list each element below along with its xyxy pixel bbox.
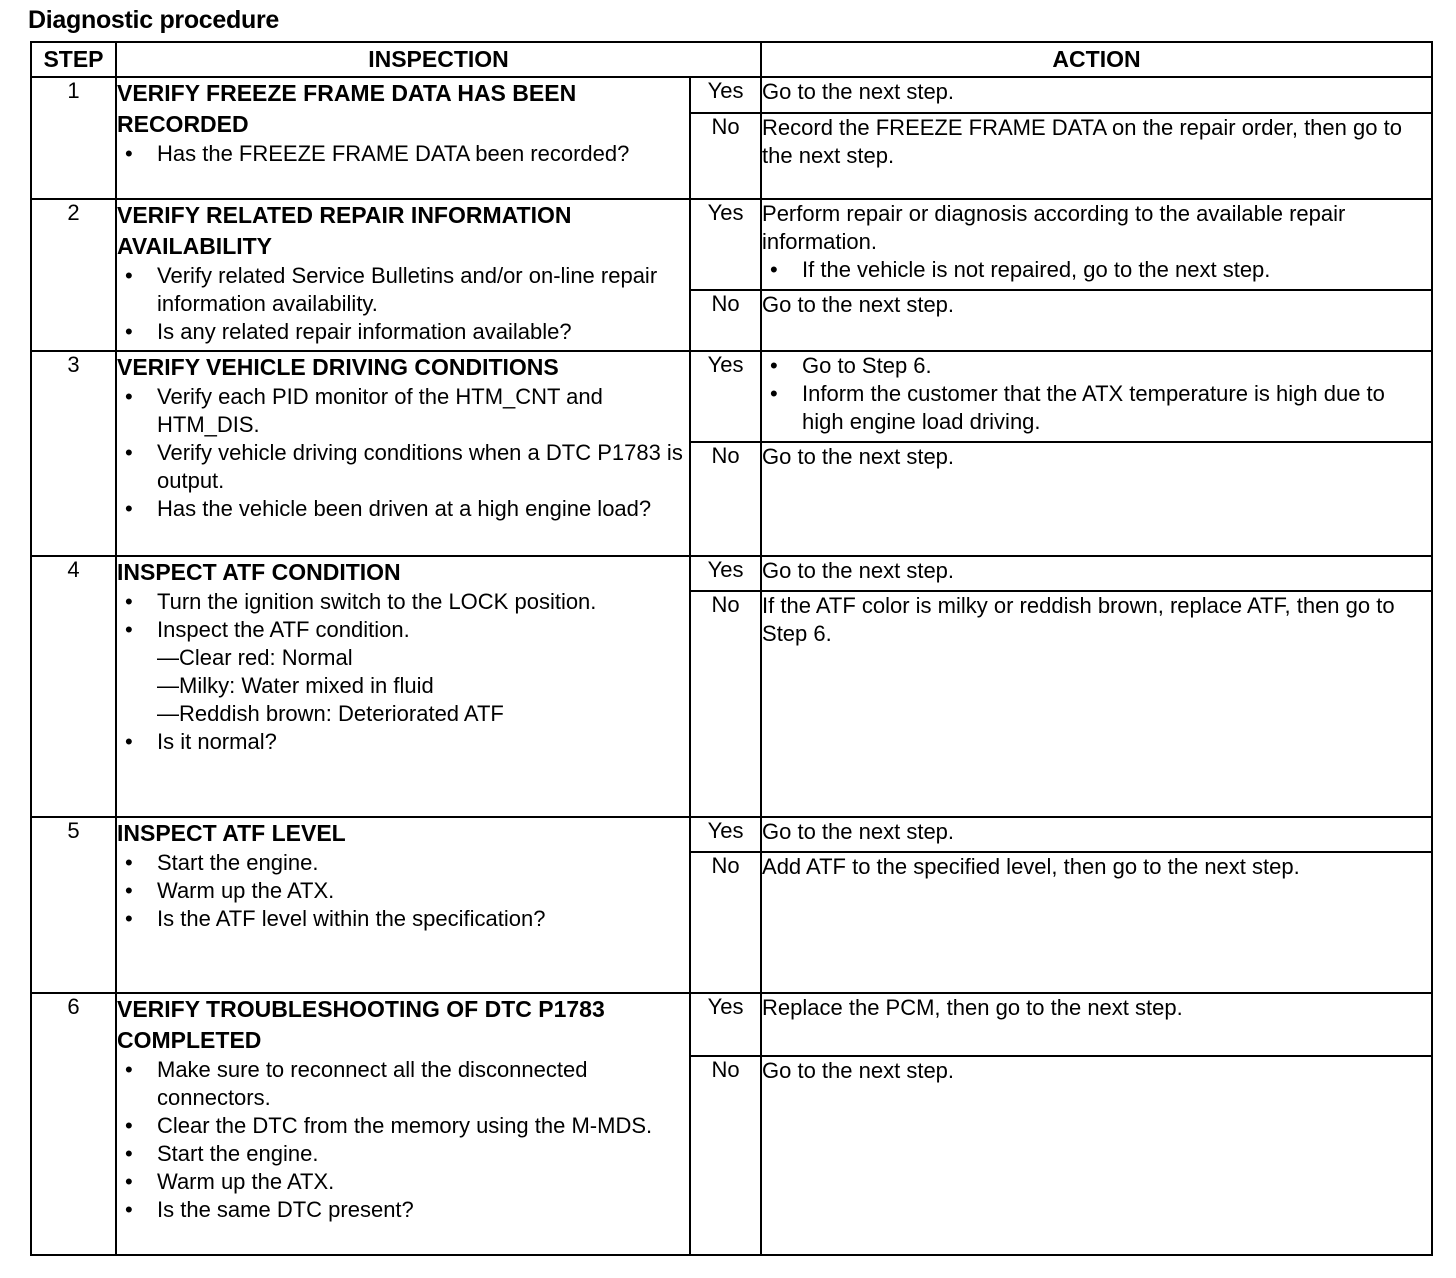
yes-action: Replace the PCM, then go to the next step. — [761, 993, 1432, 1056]
no-action: If the ATF color is milky or reddish brown, replace ATF, then go to Step 6. — [761, 591, 1432, 817]
yes-action-cell — [761, 351, 1432, 442]
inspection-bullet: • Make sure to reconnect all the disconnected connectors. — [117, 1056, 689, 1112]
no-action: Go to the next step. — [761, 1056, 1432, 1255]
no-label: No — [690, 442, 761, 556]
inspection-bullet: • Has the vehicle been driven at a high engine load? — [117, 495, 689, 523]
yes-action-bullet: • Inform the customer that the ATX temperature is high due to high engine load driving. — [762, 380, 1431, 436]
yes-label: Yes — [690, 993, 761, 1056]
no-label: No — [690, 290, 761, 351]
step-row-yes — [31, 817, 1432, 852]
inspection-bullet: • Has the FREEZE FRAME DATA been recorded? — [117, 140, 689, 168]
inspection-subitems — [157, 644, 689, 728]
yes-label: Yes — [690, 817, 761, 852]
step-row-yes — [31, 993, 1432, 1056]
inspection-heading: VERIFY RELATED REPAIR INFORMATION AVAILABILITY — [117, 202, 572, 259]
inspection-heading: VERIFY FREEZE FRAME DATA HAS BEEN RECORDED — [117, 80, 577, 137]
inspection-cell — [116, 351, 690, 556]
yes-label: Yes — [690, 199, 761, 290]
inspection-subitem: — Milky: Water mixed in fluid — [157, 672, 689, 700]
yes-label: Yes — [690, 556, 761, 591]
inspection-bullets — [117, 588, 689, 756]
inspection-heading: VERIFY VEHICLE DRIVING CONDITIONS — [117, 354, 559, 380]
no-label: No — [690, 113, 761, 199]
inspection-bullet: • Verify related Service Bulletins and/or on-line repair information availability. — [117, 262, 689, 318]
step-number: 2 — [31, 199, 116, 351]
no-action: Record the FREEZE FRAME DATA on the repair order, then go to the next step. — [761, 113, 1432, 199]
inspection-bullet: • Verify each PID monitor of the HTM_CNT and HTM_DIS. — [117, 383, 689, 439]
inspection-subitem: — Reddish brown: Deteriorated ATF — [157, 700, 689, 728]
inspection-bullet-text: Inspect the ATF condition. — [157, 617, 410, 642]
step-row-yes — [31, 351, 1432, 442]
inspection-bullet: • Is any related repair information available? — [117, 318, 689, 346]
inspection-bullet: • Warm up the ATX. — [117, 1168, 689, 1196]
yes-action-bullets — [762, 352, 1431, 436]
inspection-cell — [116, 817, 690, 993]
diagnostic-table — [30, 41, 1433, 1256]
inspection-bullet: • Start the engine. — [117, 849, 689, 877]
step-row-yes — [31, 556, 1432, 591]
inspection-bullets — [117, 1056, 689, 1224]
inspection-heading: INSPECT ATF CONDITION — [117, 559, 401, 585]
no-action: Add ATF to the specified level, then go to the next step. — [761, 852, 1432, 993]
yes-action-bullet: • If the vehicle is not repaired, go to the next step. — [762, 256, 1431, 284]
yes-action-bullet: • Go to Step 6. — [762, 352, 1431, 380]
inspection-bullet: • Verify vehicle driving conditions when a DTC P1783 is output. — [117, 439, 689, 495]
inspection-bullets — [117, 140, 689, 168]
no-label: No — [690, 591, 761, 817]
yes-action: Go to the next step. — [761, 77, 1432, 113]
inspection-bullet: • Clear the DTC from the memory using the M-MDS. — [117, 1112, 689, 1140]
step-number: 5 — [31, 817, 116, 993]
inspection-cell — [116, 199, 690, 351]
header-action: ACTION — [761, 42, 1432, 77]
inspection-heading: VERIFY TROUBLESHOOTING OF DTC P1783 COMPLETED — [117, 996, 605, 1053]
yes-action: Go to the next step. — [761, 556, 1432, 591]
inspection-cell — [116, 556, 690, 817]
yes-action-bullets — [762, 256, 1431, 284]
inspection-bullet: • Warm up the ATX. — [117, 877, 689, 905]
inspection-bullet: • Start the engine. — [117, 1140, 689, 1168]
step-number: 4 — [31, 556, 116, 817]
inspection-cell — [116, 993, 690, 1255]
no-action: Go to the next step. — [761, 290, 1432, 351]
inspection-bullet: • Is it normal? — [117, 728, 689, 756]
yes-action: Go to the next step. — [761, 817, 1432, 852]
inspection-cell — [116, 77, 690, 199]
header-inspection: INSPECTION — [116, 42, 761, 77]
inspection-bullets — [117, 262, 689, 346]
inspection-heading: INSPECT ATF LEVEL — [117, 820, 346, 846]
no-label: No — [690, 852, 761, 993]
yes-label: Yes — [690, 351, 761, 442]
step-row-yes — [31, 77, 1432, 113]
inspection-bullets — [117, 383, 689, 523]
yes-action: Perform repair or diagnosis according to the available repair information. — [762, 201, 1346, 254]
inspection-bullet: • Turn the ignition switch to the LOCK position. — [117, 588, 689, 616]
header-row — [31, 42, 1432, 77]
inspection-bullet: • Is the same DTC present? — [117, 1196, 689, 1224]
yes-action-cell — [761, 199, 1432, 290]
no-action: Go to the next step. — [761, 442, 1432, 556]
step-number: 1 — [31, 77, 116, 199]
step-row-yes — [31, 199, 1432, 290]
inspection-bullets — [117, 849, 689, 933]
header-step: STEP — [31, 42, 116, 77]
inspection-bullet — [117, 616, 689, 728]
step-number: 3 — [31, 351, 116, 556]
page-title: Diagnostic procedure — [28, 6, 279, 34]
no-label: No — [690, 1056, 761, 1255]
yes-label: Yes — [690, 77, 761, 113]
inspection-subitem: — Clear red: Normal — [157, 644, 689, 672]
step-number: 6 — [31, 993, 116, 1255]
inspection-bullet: • Is the ATF level within the specification? — [117, 905, 689, 933]
